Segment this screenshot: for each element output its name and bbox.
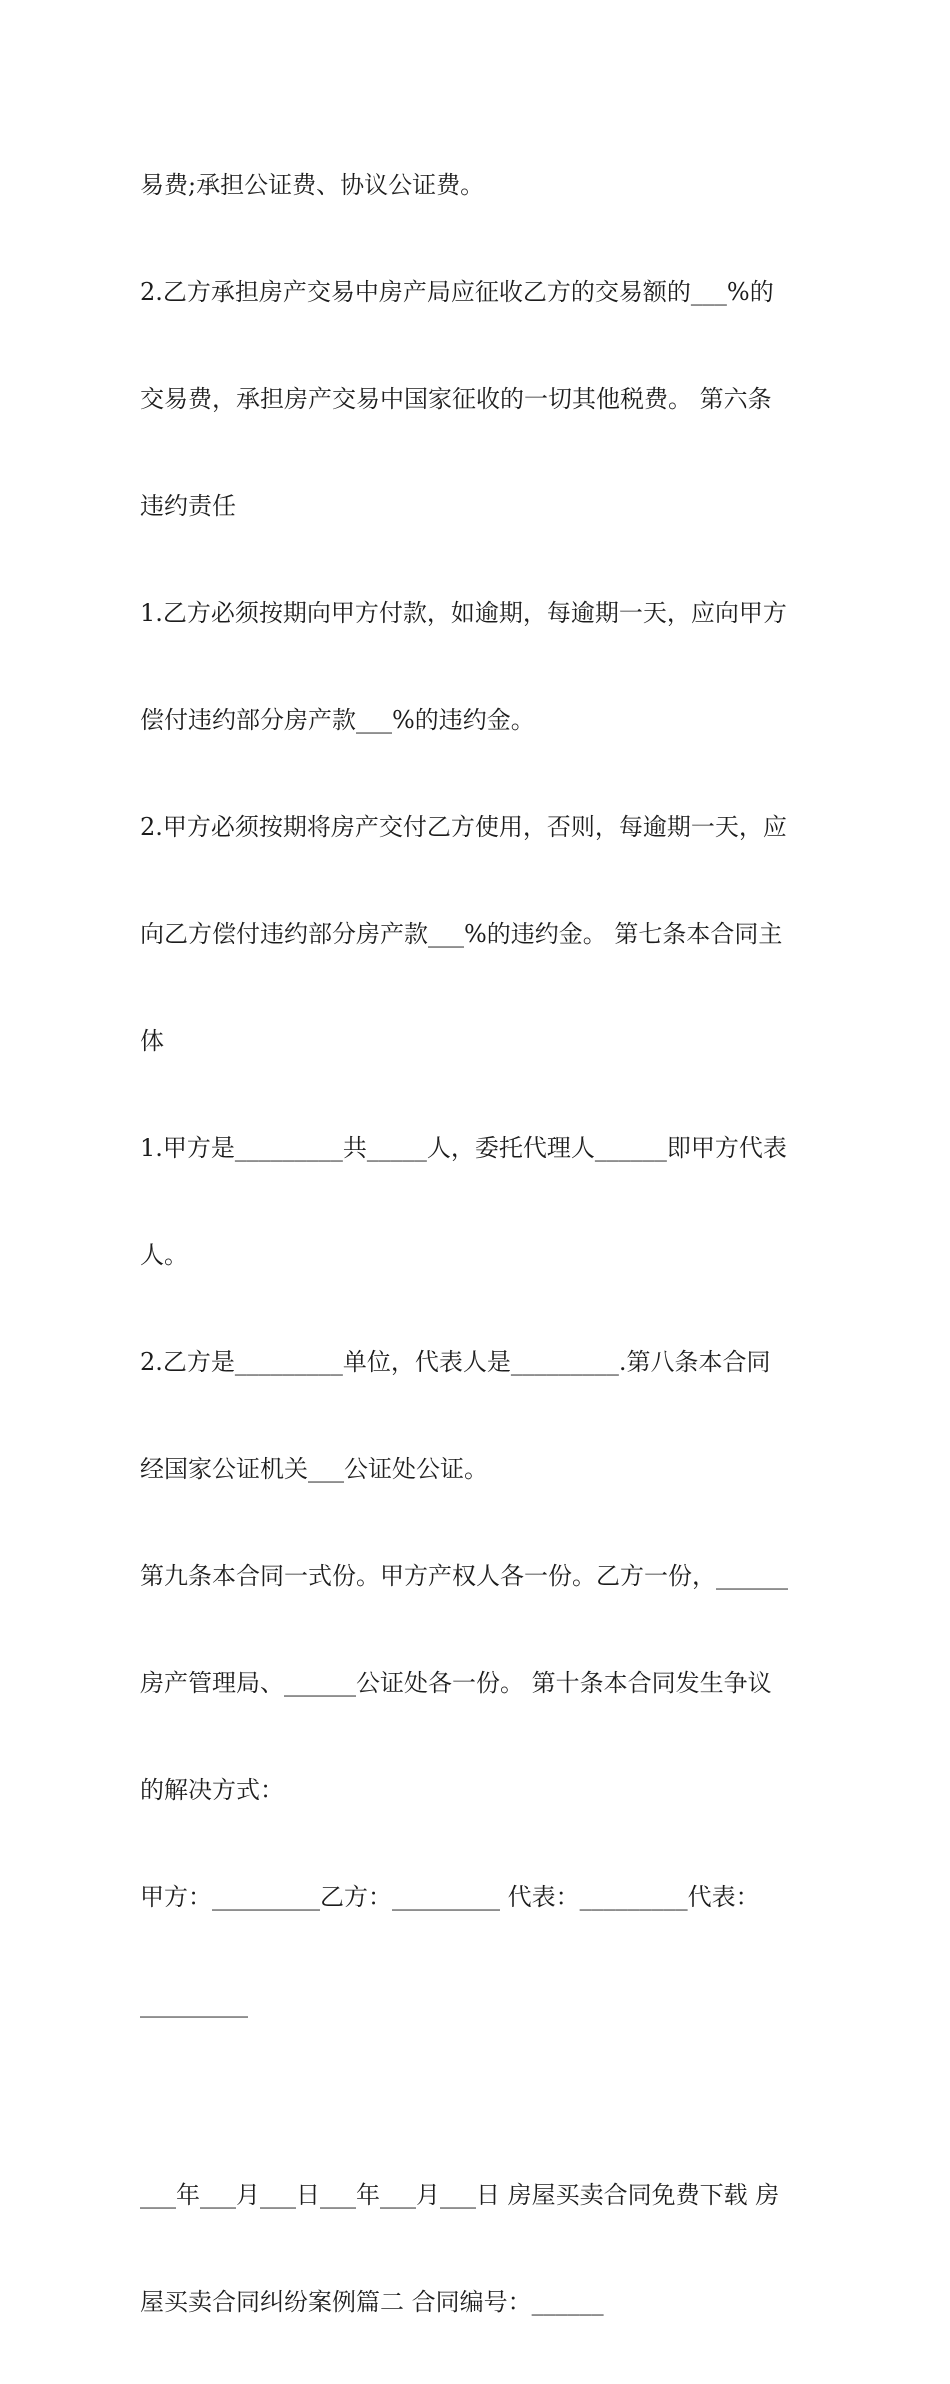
spacer	[140, 2086, 820, 2114]
paragraph-line: 1.乙方必须按期向甲方付款，如逾期，每逾期一天，应向甲方	[140, 599, 787, 627]
paragraph-line: 1.甲方是_________共_____人，委托代理人______即甲方代表	[140, 1134, 787, 1162]
date-line: ___年___月___日___年___月___日 房屋买卖合同免费下载 房	[140, 2181, 780, 2209]
paragraph-line: 2.乙方承担房产交易中房产局应征收乙方的交易额的___%的	[140, 278, 774, 306]
paragraph-line: 偿付违约部分房产款___%的违约金。	[140, 706, 535, 734]
paragraph-line: 2.甲方必须按期将房产交付乙方使用，否则，每逾期一天，应	[140, 813, 787, 841]
paragraph-line: 易费;承担公证费、协议公证费。	[140, 171, 485, 199]
paragraph-line: 屋买卖合同纠纷案例篇二 合同编号：______	[140, 2288, 604, 2316]
signature-line: _________	[140, 1990, 248, 2018]
paragraph-line: 向乙方偿付违约部分房产款___%的违约金。 第七条本合同主	[140, 920, 783, 948]
paragraph-line: 人。	[140, 1241, 188, 1269]
paragraph-line: 2.乙方是_________单位，代表人是_________.第八条本合同	[140, 1348, 771, 1376]
paragraph-line: 交易费，承担房产交易中国家征收的一切其他税费。 第六条	[140, 385, 772, 413]
signature-line: 甲方：_________乙方：_________ 代表：_________代表：	[140, 1883, 760, 1911]
paragraph-line: 第九条本合同一式份。甲方产权人各一份。乙方一份，______	[140, 1562, 788, 1590]
paragraph-line: 房产管理局、______公证处各一份。 第十条本合同发生争议	[140, 1669, 772, 1697]
paragraph-line: 体	[140, 1027, 164, 1055]
paragraph-line: 的解决方式：	[140, 1776, 284, 1804]
document-body	[140, 104, 820, 2384]
paragraph-line: 经国家公证机关___公证处公证。	[140, 1455, 488, 1483]
paragraph-line: 违约责任	[140, 492, 236, 520]
